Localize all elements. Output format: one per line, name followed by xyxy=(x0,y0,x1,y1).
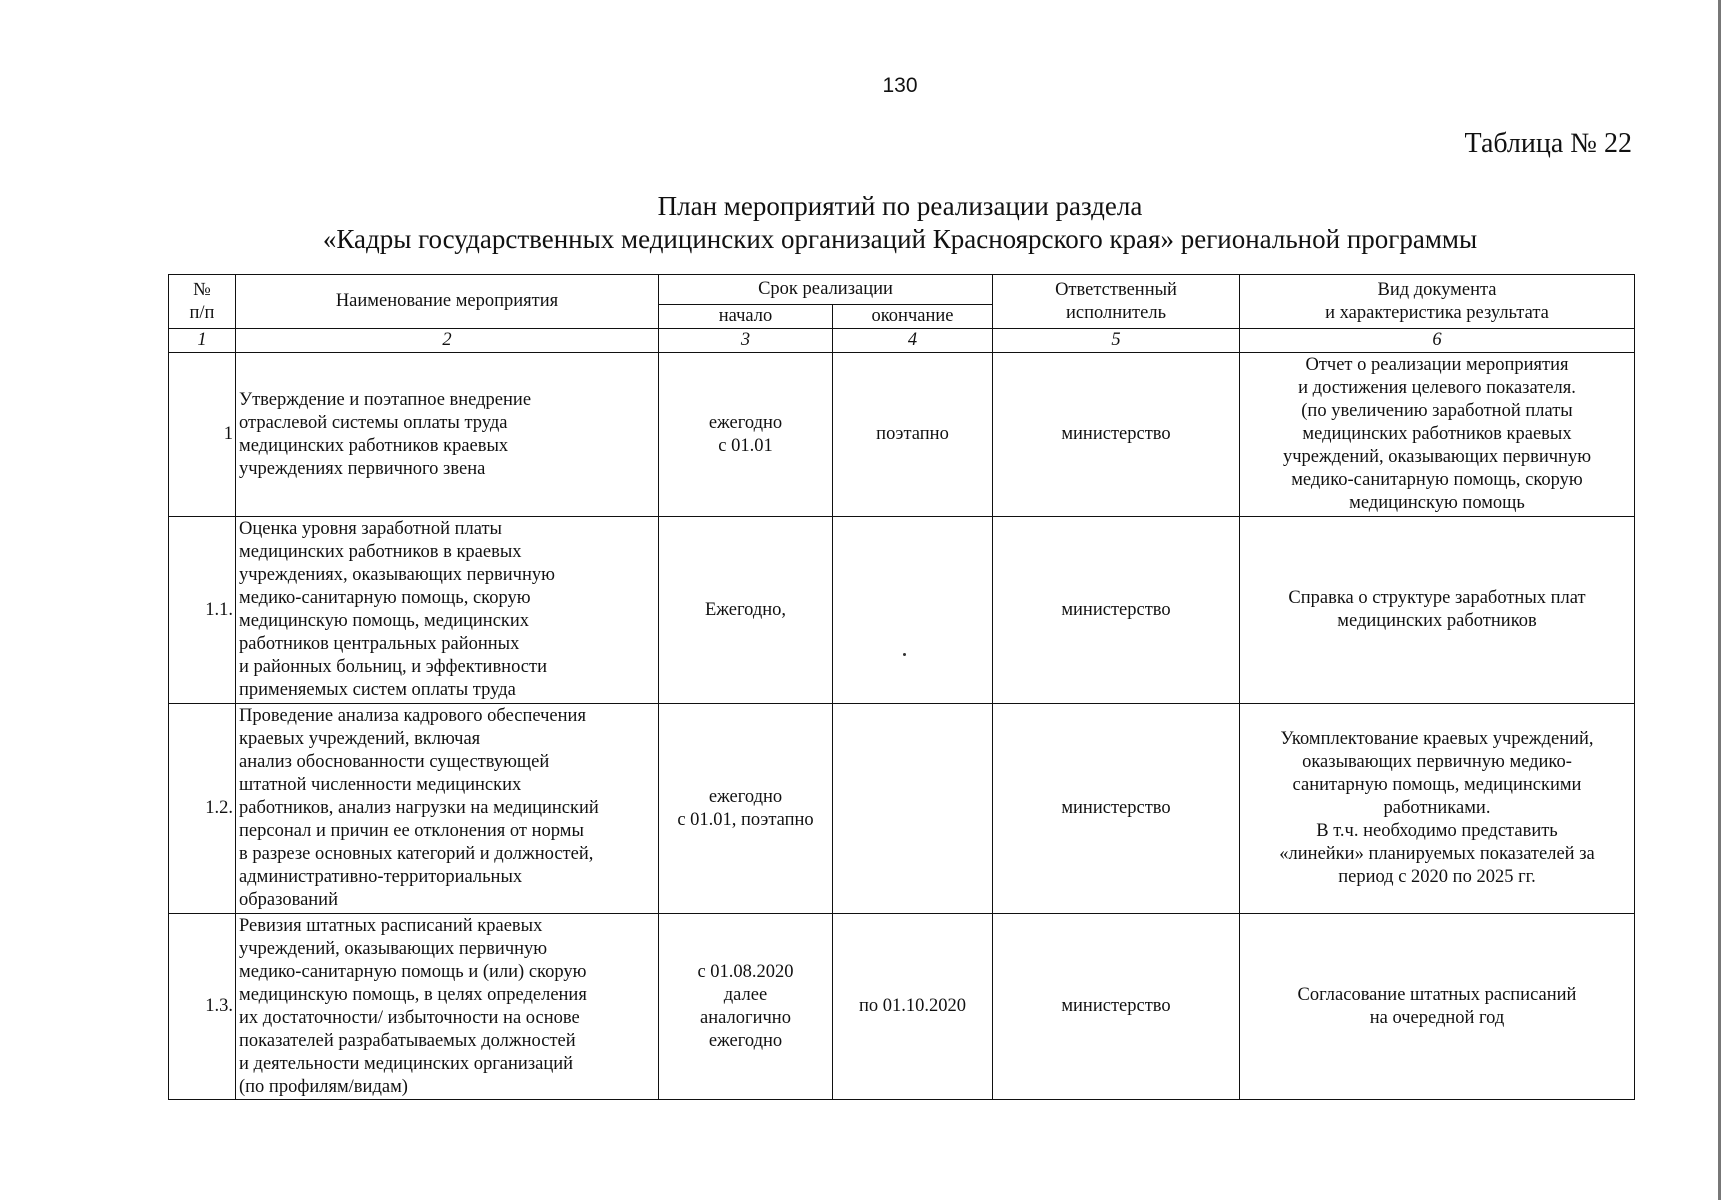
row-end xyxy=(833,704,993,914)
header-end: окончание xyxy=(833,305,993,329)
row-num: 1.2. xyxy=(169,704,236,914)
row-doc: Справка о структуре заработных плат медицинских работников xyxy=(1240,517,1635,704)
title-line-1: План мероприятий по реализации раздела xyxy=(657,191,1143,221)
row-responsible: министерство xyxy=(993,704,1240,914)
column-number: 4 xyxy=(833,329,993,353)
column-number: 5 xyxy=(993,329,1240,353)
row-name: Ревизия штатных расписаний краевых учреждений, оказывающих первичную медико-санитарную помощь и (или) скорую медицинскую помощь, в целях определения их достаточности/ избыточности на основе показателей разрабатываемых должностей и деятельности медицинских организаций (по профилям/видам) xyxy=(236,914,659,1100)
header-row xyxy=(169,275,1635,305)
column-number: 2 xyxy=(236,329,659,353)
header-num: № п/п xyxy=(169,275,236,329)
row-name: Проведение анализа кадрового обеспечения краевых учреждений, включая анализ обоснованности существующей штатной численности медицинских работников, анализ нагрузки на медицинский персонал и причин ее отклонения от нормы в разрезе основных категорий и должностей, административно-территориальных образований xyxy=(236,704,659,914)
document-title xyxy=(0,190,1721,256)
row-responsible: министерство xyxy=(993,914,1240,1100)
row-doc: Согласование штатных расписаний на очередной год xyxy=(1240,914,1635,1100)
header-responsible: Ответственный исполнитель xyxy=(993,275,1240,329)
column-number-row xyxy=(169,329,1635,353)
row-start: Ежегодно, xyxy=(659,517,833,704)
plan-table xyxy=(168,274,1635,1100)
header-doc: Вид документа и характеристика результата xyxy=(1240,275,1635,329)
header-name: Наименование мероприятия xyxy=(236,275,659,329)
scan-speck xyxy=(903,653,906,656)
table-row xyxy=(169,353,1635,517)
row-start: с 01.08.2020 далее аналогично ежегодно xyxy=(659,914,833,1100)
header-start: начало xyxy=(659,305,833,329)
row-num: 1.3. xyxy=(169,914,236,1100)
row-name: Утверждение и поэтапное внедрение отраслевой системы оплаты труда медицинских работников краевых учреждениях первичного звена xyxy=(236,353,659,517)
row-end: по 01.10.2020 xyxy=(833,914,993,1100)
row-end xyxy=(833,517,993,704)
table-row xyxy=(169,914,1635,1100)
title-line-2: «Кадры государственных медицинских организаций Красноярского края» региональной программы xyxy=(322,224,1478,254)
column-number: 1 xyxy=(169,329,236,353)
row-end: поэтапно xyxy=(833,353,993,517)
column-number: 6 xyxy=(1240,329,1635,353)
row-num: 1 xyxy=(169,353,236,517)
page-number: 130 xyxy=(882,74,918,97)
row-responsible: министерство xyxy=(993,517,1240,704)
row-responsible: министерство xyxy=(993,353,1240,517)
table-label: Таблица № 22 xyxy=(1464,128,1632,159)
table-row xyxy=(169,517,1635,704)
row-num: 1.1. xyxy=(169,517,236,704)
column-number: 3 xyxy=(659,329,833,353)
row-doc: Укомплектование краевых учреждений, оказывающих первичную медико- санитарную помощь, медицинскими работниками. В т.ч. необходимо представить «линейки» планируемых показателей за период с 2020 по 2025 гг. xyxy=(1240,704,1635,914)
header-term: Срок реализации xyxy=(659,275,993,305)
row-name: Оценка уровня заработной платы медицинских работников в краевых учреждениях, оказывающих первичную медико-санитарную помощь, скорую медицинскую помощь, медицинских работников центральных районных и районных больниц, и эффективности применяемых систем оплаты труда xyxy=(236,517,659,704)
row-start: ежегодно с 01.01, поэтапно xyxy=(659,704,833,914)
row-doc: Отчет о реализации мероприятия и достижения целевого показателя. (по увеличению заработной платы медицинских работников краевых учреждений, оказывающих первичную медико-санитарную помощь, скорую медицинскую помощь xyxy=(1240,353,1635,517)
row-start: ежегодно с 01.01 xyxy=(659,353,833,517)
table-row xyxy=(169,704,1635,914)
